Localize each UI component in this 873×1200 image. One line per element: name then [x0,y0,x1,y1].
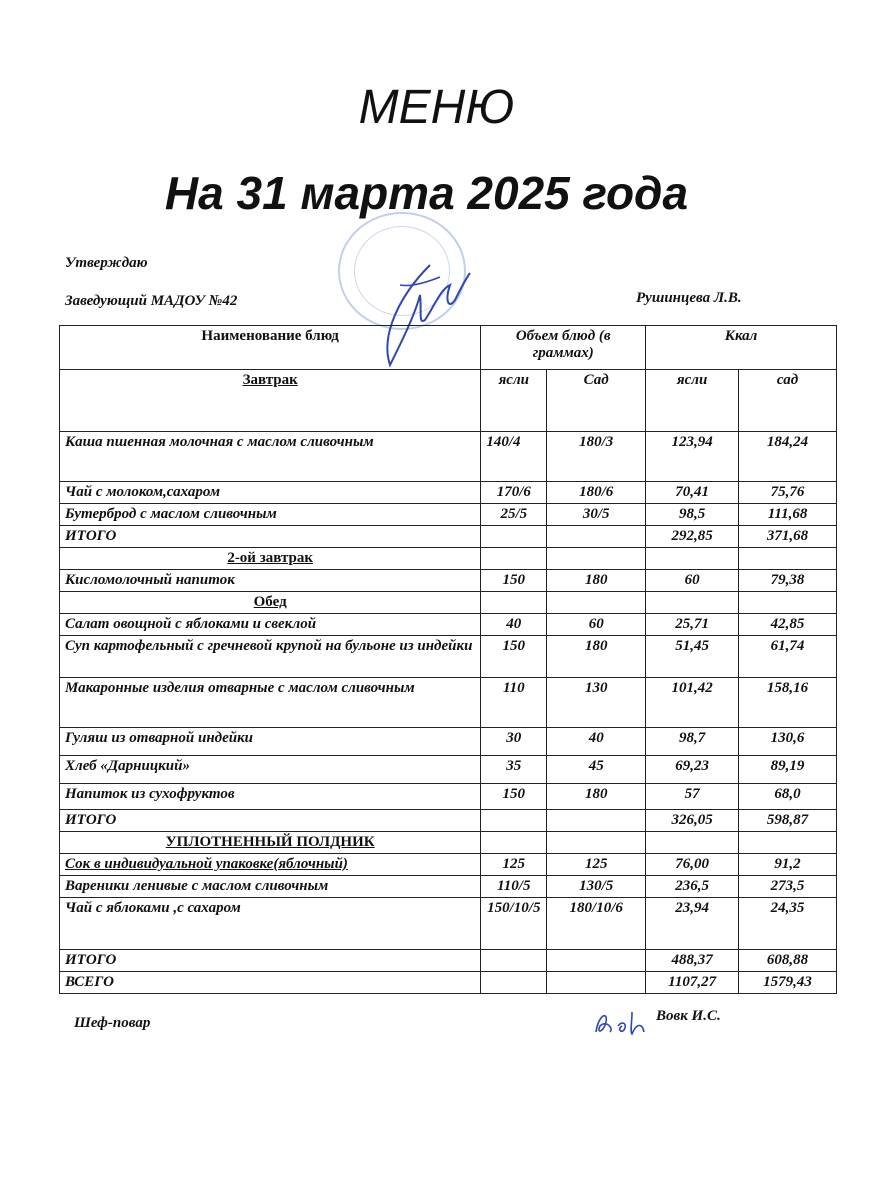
table-row [60,504,837,526]
section-title-snack: УПЛОТНЕННЫЙ ПОЛДНИК [60,832,481,854]
kcal-sad: 75,76 [739,482,837,504]
header-breakfast: Завтрак [60,370,481,432]
total-kcal-yasli: 292,85 [646,526,739,548]
header-kcal-yasli: ясли [646,370,739,432]
volume-sad: 130/5 [547,876,646,898]
dish-name: Сок в индивидуальной упаковке(яблочный) [60,854,481,876]
volume-yasli: 170/6 [481,482,547,504]
dish-name: Напиток из сухофруктов [60,784,481,810]
kcal-yasli: 98,5 [646,504,739,526]
kcal-yasli: 236,5 [646,876,739,898]
dish-name: Каша пшенная молочная с маслом сливочным [60,432,481,482]
dish-name: Чай с яблоками ,с сахаром [60,898,481,950]
volume-yasli: 150 [481,784,547,810]
dish-name: Вареники ленивые с маслом сливочным [60,876,481,898]
header-dish-name: Наименование блюд [60,326,481,370]
total-label: ИТОГО [60,526,481,548]
total-kcal-sad: 598,87 [739,810,837,832]
header-kcal-sad: сад [739,370,837,432]
chef-label: Шеф-повар [74,1015,151,1031]
kcal-sad: 68,0 [739,784,837,810]
menu-table [59,325,837,994]
kcal-yasli: 101,42 [646,678,739,728]
kcal-sad: 130,6 [739,728,837,756]
grand-total-kcal-yasli: 1107,27 [646,972,739,994]
table-row [60,728,837,756]
volume-sad: 45 [547,756,646,784]
dish-name: Салат овощной с яблоками и свеклой [60,614,481,636]
dish-name: Суп картофельный с гречневой крупой на бульоне из индейки [60,636,481,678]
volume-sad: 180 [547,570,646,592]
dish-name: Чай с молоком,сахаром [60,482,481,504]
volume-sad: 180 [547,784,646,810]
volume-sad: 30/5 [547,504,646,526]
section-title-second-breakfast: 2-ой завтрак [60,548,481,570]
approve-label: Утверждаю [65,255,148,271]
kcal-yasli: 70,41 [646,482,739,504]
header-volume: Объем блюд (в граммах) [481,326,646,370]
kcal-sad: 111,68 [739,504,837,526]
chef-signature [592,1006,654,1040]
dish-name: Хлеб «Дарницкий» [60,756,481,784]
total-row [60,526,837,548]
volume-sad: 180/3 [547,432,646,482]
volume-sad: 125 [547,854,646,876]
volume-sad: 40 [547,728,646,756]
kcal-yasli: 60 [646,570,739,592]
volume-yasli: 125 [481,854,547,876]
total-kcal-yasli: 326,05 [646,810,739,832]
volume-sad: 180/10/6 [547,898,646,950]
table-row [60,756,837,784]
page-subtitle: На 31 марта 2025 года [164,167,689,219]
grand-total-label: ВСЕГО [60,972,481,994]
table-row [60,876,837,898]
volume-yasli: 140/4 [481,432,547,482]
section-row [60,832,837,854]
total-row [60,810,837,832]
table-row [60,636,837,678]
volume-yasli: 150/10/5 [481,898,547,950]
header-volume-yasli: ясли [481,370,547,432]
volume-yasli: 30 [481,728,547,756]
kcal-yasli: 51,45 [646,636,739,678]
kcal-sad: 91,2 [739,854,837,876]
volume-yasli: 150 [481,636,547,678]
section-row [60,592,837,614]
kcal-sad: 184,24 [739,432,837,482]
kcal-sad: 42,85 [739,614,837,636]
table-row [60,570,837,592]
director-name: Рушинцева Л.В. [636,290,742,306]
kcal-sad: 158,16 [739,678,837,728]
page-title: МЕНЮ [358,81,515,134]
section-row [60,548,837,570]
kcal-yasli: 76,00 [646,854,739,876]
table-row [60,784,837,810]
total-label: ИТОГО [60,810,481,832]
dish-name: Бутерброд с маслом сливочным [60,504,481,526]
volume-sad: 180 [547,636,646,678]
table-row [60,854,837,876]
kcal-yasli: 25,71 [646,614,739,636]
table-row [60,898,837,950]
volume-sad: 180/6 [547,482,646,504]
dish-name: Гуляш из отварной индейки [60,728,481,756]
kcal-yasli: 23,94 [646,898,739,950]
chef-name: Вовк И.С. [656,1008,721,1024]
kcal-yasli: 98,7 [646,728,739,756]
total-kcal-sad: 608,88 [739,950,837,972]
total-label: ИТОГО [60,950,481,972]
volume-sad: 60 [547,614,646,636]
total-row [60,950,837,972]
grand-total-kcal-sad: 1579,43 [739,972,837,994]
volume-yasli: 40 [481,614,547,636]
table-row [60,678,837,728]
volume-yasli: 110 [481,678,547,728]
volume-yasli: 150 [481,570,547,592]
table-row [60,432,837,482]
table-row [60,482,837,504]
volume-yasli: 35 [481,756,547,784]
kcal-sad: 273,5 [739,876,837,898]
kcal-sad: 79,38 [739,570,837,592]
dish-name: Кисломолочный напиток [60,570,481,592]
section-title-lunch: Обед [60,592,481,614]
volume-sad: 130 [547,678,646,728]
kcal-yasli: 69,23 [646,756,739,784]
kcal-sad: 24,35 [739,898,837,950]
total-kcal-yasli: 488,37 [646,950,739,972]
volume-yasli: 25/5 [481,504,547,526]
kcal-yasli: 123,94 [646,432,739,482]
volume-yasli: 110/5 [481,876,547,898]
kcal-yasli: 57 [646,784,739,810]
kcal-sad: 61,74 [739,636,837,678]
director-position: Заведующий МАДОУ №42 [65,293,238,309]
kcal-sad: 89,19 [739,756,837,784]
total-kcal-sad: 371,68 [739,526,837,548]
dish-name: Макаронные изделия отварные с маслом сливочным [60,678,481,728]
grand-total-row [60,972,837,994]
table-row [60,614,837,636]
header-volume-sad: Сад [547,370,646,432]
header-kcal: Ккал [646,326,837,370]
